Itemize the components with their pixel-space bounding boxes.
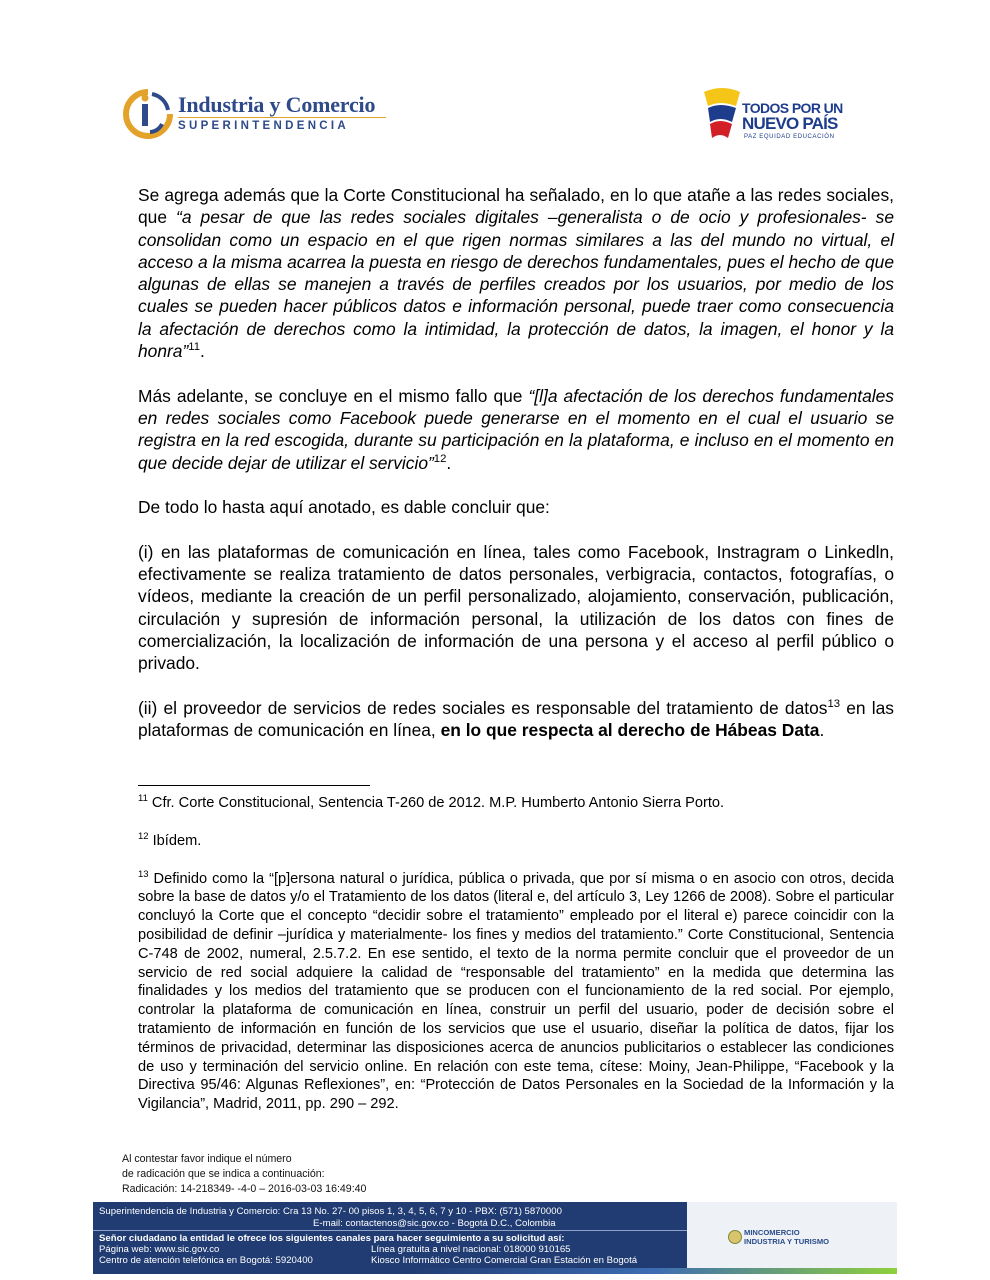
footnote-ref-11: 11 bbox=[188, 341, 201, 354]
paragraph-5-bold: en lo que respecta al derecho de Hábeas Data bbox=[440, 720, 820, 741]
radicacion-number: Radicación: 14-218349- -4-0 – 2016-03-03 16:49:40 bbox=[122, 1183, 367, 1195]
sic-emblem-icon bbox=[122, 88, 174, 140]
radicacion-line2: de radicación que se indica a continuación: bbox=[122, 1168, 325, 1180]
gov-logo-tagline: PAZ EQUIDAD EDUCACIÓN bbox=[744, 134, 835, 140]
paragraph-3: De todo lo hasta aquí anotado, es dable concluir que: bbox=[138, 497, 550, 518]
footnote-ref-13: 13 bbox=[827, 698, 841, 711]
paragraph-5-part2: en las plataformas de comunicación en línea, bbox=[138, 697, 894, 741]
letterhead bbox=[0, 0, 990, 160]
footer-web: Página web: www.sic.gov.co bbox=[99, 1244, 220, 1255]
colombia-flag-icon bbox=[700, 84, 744, 144]
footnote-text: Ibídem. bbox=[148, 832, 202, 849]
footer-kiosk: Kiosco Informático Centro Comercial Gran Estación en Bogotá bbox=[371, 1255, 638, 1266]
footnote-text: Definido como la “[p]ersona natural o jurídica, pública o privada, que por sí misma o en asocio con otros, decida sobre la base de datos y/o el Tratamiento de los datos (literal e, del artículo 3, Ley 1266 de 2008). Sobre el particular concluyó la Corte que el concepto “decidir sobre el tratamiento” empleado por el literal e) parece coincidir con la posibilidad de definir –jurídica y materialmente- los fines y medios del tratamiento.” Corte Constitucional, Sentencia C-748 de 2002, numeral, 2.5.7.2. En ese sentido, el texto de la norma permite concluir que el proveedor de un servicio de red social adquiere la calidad de “responsable del tratamiento” en la medida que determina las finalidades y los medios del tratamiento que se producen con el funcionamiento de la red social. Por ejemplo, controlar la plataforma de comunicación en línea, construir un perfil del usuario, poder de decisión sobre el tratamiento de información en función de los servicios que use el usuario, diseñar la política de datos, fijar los términos de privacidad, determinar las disposiciones acerca de anuncios publicitarios o establecer las condiciones de uso y terminación del servicio online. En relación con este tema, cítese: Moiny, Jean-Philippe, “Facebook y la Directiva 95/46: Algunas Reflexiones”, en: “Protección de Datos Personales en la Sociedad de la Información y la Vigilancia”, Madrid, 2011, pp. 290 – 292. bbox=[138, 870, 894, 1113]
footnote-number: 11 bbox=[138, 793, 148, 805]
sic-logo bbox=[122, 86, 402, 146]
footer-email: E-mail: contactenos@sic.gov.co - Bogotá D.C., Colombia bbox=[313, 1218, 556, 1229]
ministry-seal-icon bbox=[728, 1230, 742, 1244]
paragraph-5-part1: (ii) el proveedor de servicios de redes sociales es responsable del tratamiento de datos bbox=[138, 697, 828, 718]
footnote-11 bbox=[138, 794, 894, 813]
paragraph-1-quote: “a pesar de que las redes sociales digitales –generalista o de ocio y profesionales- se consolidan como un espacio en el que rigen normas similares a las del mundo no virtual, el acceso a la misma acarrea la puesta en riesgo de derechos fundamentales, pues el hecho de que algunas de ellas se manejen a través de perfiles creados por los usuarios, por medio de los cuales se pueden hacer públicos datos e información personal, puede traer como consecuencia la afectación de derechos como la intimidad, la protección de datos, la imagen, el honor y la honra” bbox=[138, 207, 894, 362]
footnote-number: 13 bbox=[138, 868, 149, 880]
footer-channels: Señor ciudadano la entidad le ofrece los siguientes canales para hacer seguimiento a su solicitud así: bbox=[99, 1233, 565, 1244]
ministry-line2: INDUSTRIA Y TURISMO bbox=[744, 1236, 830, 1246]
sic-logo-title: Industria y Comercio bbox=[178, 92, 376, 117]
footnotes bbox=[138, 794, 894, 1133]
gov-logo bbox=[700, 84, 870, 150]
paragraph-5-end: . bbox=[819, 720, 825, 741]
footer-national-line: Línea gratuita a nivel nacional: 018000 910165 bbox=[371, 1244, 571, 1255]
footnote-12 bbox=[138, 832, 894, 851]
gov-logo-line2: NUEVO PAÍS bbox=[742, 114, 838, 133]
paragraph-1 bbox=[138, 184, 894, 362]
footer-phone-center: Centro de atención telefónica en Bogotá: 5920400 bbox=[99, 1255, 313, 1266]
sic-logo-subtitle: SUPERINTENDENCIA bbox=[178, 120, 350, 132]
footnote-separator bbox=[138, 785, 370, 786]
ministry-logo-text bbox=[744, 1229, 829, 1246]
paragraph-5 bbox=[138, 697, 894, 742]
footnote-text: Cfr. Corte Constitucional, Sentencia T-260 de 2012. M.P. Humberto Antonio Sierra Porto. bbox=[147, 795, 725, 811]
document-body bbox=[138, 184, 894, 764]
footer-divider bbox=[93, 1230, 687, 1231]
paragraph-4: (i) en las plataformas de comunicación en línea, tales como Facebook, Instragram o Linkedln, efectivamente se realiza tratamiento de datos personales, verbigracia, contactos, fotografías, o vídeos, mediante la creación de un perfil personalizado, alojamiento, conservación, publicación, circulación y supresión de información personal, la utilización de los datos con fines de comercialización, la localización de información de una persona y el acceso al perfil público o privado. bbox=[138, 541, 894, 674]
footer-band bbox=[93, 1202, 687, 1268]
ministry-line1: MINCOMERCIO bbox=[744, 1228, 800, 1237]
paragraph-1-intro: Se agrega además que la Corte Constitucional ha señalado, en lo que atañe a las redes sociales, que bbox=[138, 185, 894, 228]
footer-stripe bbox=[93, 1268, 897, 1274]
radicacion-line1: Al contestar favor indique el número bbox=[122, 1153, 292, 1165]
paragraph-2-quote: “[l]a afectación de los derechos fundamentales en redes sociales como Facebook puede generarse en el momento en el cual el usuario se registra en la red escogida, durante su participación en la plataforma, e incluso en el momento en que decide dejar de utilizar el servicio” bbox=[138, 385, 895, 473]
radicacion-block bbox=[122, 1152, 366, 1197]
paragraph-1-end: . bbox=[200, 341, 205, 362]
footnote-number: 12 bbox=[138, 830, 149, 842]
paragraph-2-end: . bbox=[446, 452, 452, 473]
footnote-ref-12: 12 bbox=[433, 452, 447, 465]
paragraph-2 bbox=[138, 385, 894, 474]
gov-logo-line1: TODOS POR UN bbox=[742, 100, 843, 116]
sic-logo-divider bbox=[178, 117, 386, 118]
paragraph-2-intro: Más adelante, se concluye en el mismo fallo que bbox=[138, 385, 529, 406]
footer-address: Superintendencia de Industria y Comercio: Cra 13 No. 27- 00 pisos 1, 3, 4, 5, 6, 7 y 10 - PBX: (571) 5870000 bbox=[99, 1206, 562, 1217]
footnote-13 bbox=[138, 870, 894, 1114]
